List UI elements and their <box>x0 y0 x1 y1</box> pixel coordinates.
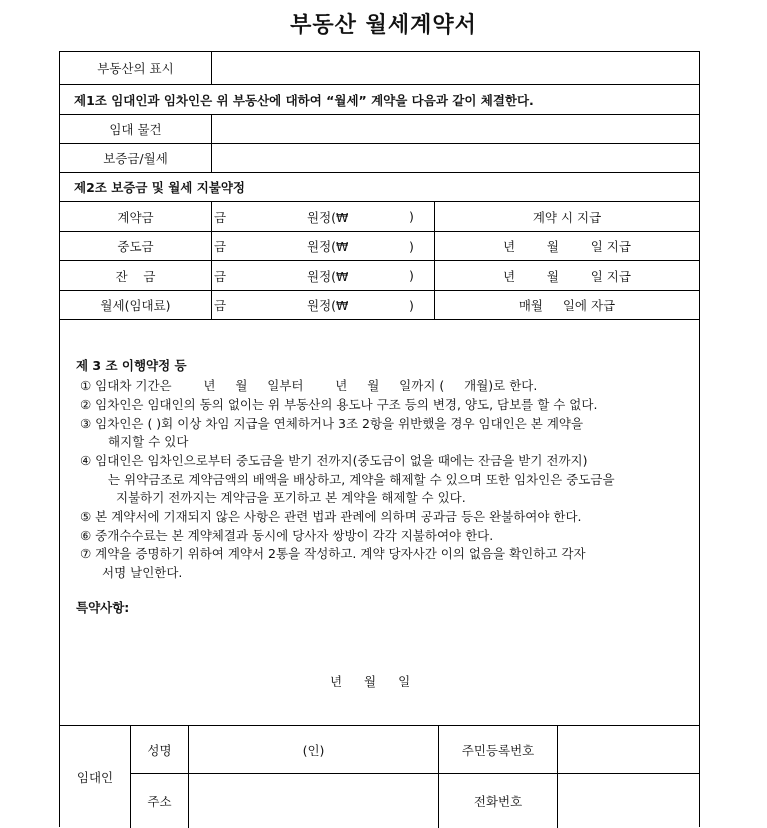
article-3-item: ① 임대차 기간은 년 월 일부터 년 월 일까지 ( 개월)로 한다. <box>80 378 538 393</box>
article-3-item: ⑦ 계약을 증명하기 위하여 계약서 2통을 작성하고. 계약 당자사간 이의 없음을 확인하고 각자 <box>80 546 586 561</box>
landlord-seal[interactable]: (인) <box>188 726 438 773</box>
payment-note: 년 월 일 지급 <box>434 261 699 290</box>
property-label: 부동산의 표시 <box>97 61 174 76</box>
payment-label: 월세(임대료) <box>100 298 171 313</box>
payment-wonjeong: 원정(₩ <box>307 298 349 313</box>
article-3-item: ② 임차인은 임대인의 동의 없이는 위 부동산의 용도나 구조 등의 변경, 양도, 담보를 할 수 없다. <box>80 397 598 412</box>
payment-gum: 금 <box>214 209 227 225</box>
deposit-rent-label: 보증금/월세 <box>103 151 168 166</box>
payment-row-balance <box>60 261 699 291</box>
payment-close: ) <box>409 268 414 283</box>
article-2-row <box>60 173 699 202</box>
landlord-id-field[interactable] <box>557 726 700 773</box>
payment-note: 계약 시 지급 <box>434 202 699 231</box>
deposit-rent-row <box>60 144 699 173</box>
article-3-item: ④ 임대인은 임차인으로부터 중도금을 받기 전까지(중도금이 없을 때에는 잔금을 받기 전까지) <box>80 453 588 468</box>
payment-row-interim <box>60 232 699 261</box>
article-1-row <box>60 85 699 115</box>
article-3-title: 제 3 조 이행약정 등 <box>76 358 187 373</box>
payment-row-contract <box>60 202 699 232</box>
article-1-text: 제1조 임대인과 임차인은 위 부동산에 대하여 “월세” 계약을 다음과 같이 체결한다. <box>74 92 534 108</box>
property-field[interactable] <box>211 52 699 84</box>
rental-item-field[interactable] <box>211 115 699 143</box>
contract-form <box>59 51 700 827</box>
rental-item-label: 임대 물건 <box>109 122 162 137</box>
rental-item-row <box>60 115 699 144</box>
payment-amount-field[interactable] <box>211 202 434 231</box>
property-row <box>60 52 699 85</box>
landlord-address-field[interactable] <box>188 774 438 828</box>
landlord-id-label: 주민등록번호 <box>438 726 557 773</box>
payment-amount-field[interactable] <box>211 232 434 260</box>
landlord-phone-field[interactable] <box>557 774 700 828</box>
landlord-name-label: 성명 <box>147 742 172 758</box>
article-2-text: 제2조 보증금 및 월세 지불약정 <box>74 180 246 195</box>
article-3-item-continued: 서명 날인한다. <box>102 565 183 580</box>
payment-note: 매월 일에 자급 <box>434 291 699 319</box>
payment-amount-field[interactable] <box>211 261 434 290</box>
landlord-section <box>60 726 699 828</box>
article-3-section <box>60 320 699 726</box>
payment-gum: 금 <box>214 298 227 313</box>
payment-wonjeong: 원정(₩ <box>307 209 349 225</box>
landlord-phone-label: 전화번호 <box>438 774 557 828</box>
landlord-address-row <box>130 774 699 828</box>
landlord-name-row <box>130 726 699 774</box>
payment-label: 중도금 <box>117 239 154 254</box>
payment-note: 년 월 일 지급 <box>434 232 699 260</box>
payment-row-monthly <box>60 291 699 320</box>
payment-wonjeong: 원정(₩ <box>307 239 349 254</box>
article-3-item: ⑤ 본 계약서에 기재되지 않은 사항은 관련 법과 관례에 의하며 공과금 등은 완불하여야 한다. <box>80 509 582 524</box>
deposit-rent-field[interactable] <box>211 144 699 172</box>
document-title: 부동산 월세계약서 <box>290 13 477 38</box>
payment-wonjeong: 원정(₩ <box>307 268 349 284</box>
payment-gum: 금 <box>214 239 227 254</box>
article-3-item-continued: 해지할 수 있다 <box>108 434 189 449</box>
article-3-item-continued: 는 위약금조로 계약금액의 배액을 배상하고, 계약을 해제할 수 있으며 또한 임차인은 중도금을 <box>108 472 615 487</box>
contract-date: 년 월 일 <box>330 674 411 689</box>
payment-close: ) <box>409 238 414 254</box>
payment-close: ) <box>409 209 414 224</box>
article-3-item-continued: 지불하기 전까지는 계약금을 포기하고 본 계약을 해제할 수 있다. <box>116 490 466 505</box>
payment-close: ) <box>409 297 414 313</box>
payment-gum: 금 <box>214 268 227 284</box>
payment-label: 잔 금 <box>115 268 156 284</box>
payment-amount-field[interactable] <box>211 291 434 319</box>
special-terms-label: 특약사항: <box>76 600 130 615</box>
landlord-address-label: 주소 <box>147 794 172 809</box>
article-3-item: ⑥ 중개수수료는 본 계약체결과 동시에 당사자 쌍방이 각각 지불하여야 한다. <box>80 528 494 543</box>
article-3-item: ③ 임차인은 ( )회 이상 차임 지급을 연체하거나 3조 2항을 위반했을 경우 임대인은 본 계약을 <box>80 416 584 431</box>
payment-label: 계약금 <box>117 209 154 225</box>
landlord-label: 임대인 <box>76 770 114 785</box>
